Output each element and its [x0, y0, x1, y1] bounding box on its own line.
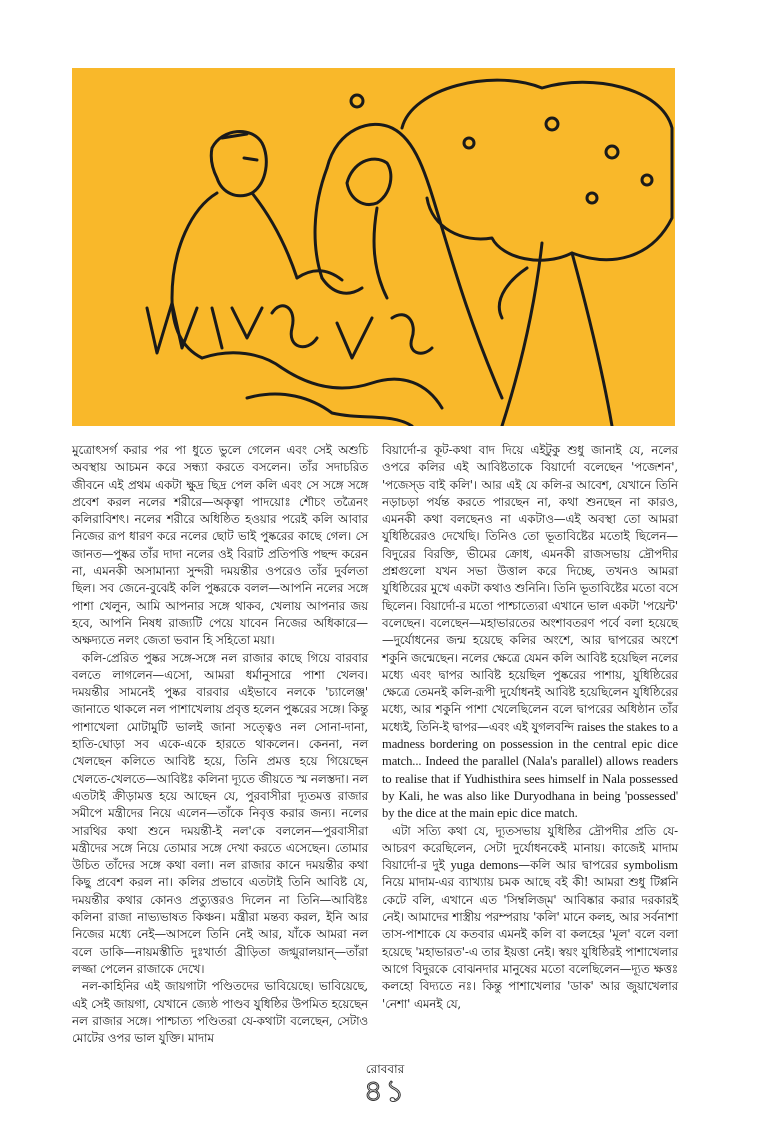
woman-body — [315, 168, 387, 298]
hands — [297, 271, 362, 293]
paragraph — [382, 442, 678, 823]
cloth-fold — [202, 353, 442, 408]
cover-illustration — [72, 68, 675, 426]
english-term: symbolism — [623, 858, 679, 873]
woman-face — [347, 159, 391, 204]
man-hair — [222, 134, 257, 160]
paragraph-text: বিয়ার্দো-র কূট-কথা বাদ দিয়ে এইটুকু শুধু জানাই যে, নলের ওপরে কলির এই আবিষ্টতাকে বিয়ার্দো বলেছেন 'পজেশন', 'পজেস্ড বাই কলি'। আর এই যে কলি-র আবেশ, যেখানে তিনি নড়াচড়া পর্যন্ত করতে পারছেন না, কথা শুনছেন না কারও, এমনকী কথা বলছেনও না একটাও—এই অবস্থা তো আমরা যুধিষ্ঠিরেরও দেখেছি। তিনিও তো ভূতাবিষ্টের মতোই ছিলেন—বিদুরের বিরক্তি, ভীমের ক্রোধ, এমনকী রাজসভায় দ্রৌপদীর প্রশ্নগুলো যখন সভা উত্তাল করে দিচ্ছে, তখনও আমরা যুধিষ্ঠিরের মুখে একটা কথাও শুনিনি। তিনি ভূতাবিষ্টের মতো বসে ছিলেন। বিয়ার্দো-র মতো পাশ্চাত্যেরা এখানে ভাল একটা 'পয়েন্ট' বলেছেন। বলেছেন—মহাভারতের অংশাবতরণ পর্বে বলা হয়েছে—দুর্যোধনের জন্ম হয়েছে কলির অংশে, আর দ্বাপরের অংশে শকুনি জন্মেছেন। নলের ক্ষেত্রে যেমন কলি আবিষ্ট হয়েছিল নলের মধ্যে এবং দ্বাপর আবিষ্ট হয়েছিল পুষ্করের পাশায়, যুধিষ্ঠিরের ক্ষেত্রে তেমনই কলি-রূপী দুর্যোধনই আবিষ্ট হয়েছিলেন যুধিষ্ঠিরের মধ্যে, আর শকুনি পাশা খেলেছিলেন বলে দ্বাপরের অধিষ্ঠান তাঁর মধ্যেই, তিনি-ই দ্বাপর—এবং এই যুগলবন্দি — [382, 443, 678, 734]
paragraph: নল-কাহিনির এই জায়গাটা পণ্ডিতদের ভাবিয়েছে। ভাবিয়েছে, এই সেই জায়গা, যেখানে জ্যেষ্ঠ পাণ্ডব যুধিষ্ঠির উপমিত হয়েছেন নল রাজার সঙ্গে। পাশ্চাত্য পণ্ডিতরা যে-কথাটা বলেছেন, সেটাও মোটের ওপর ভাল যুক্তি। মাদাম — [72, 979, 368, 1046]
magazine-name: রোববার — [365, 1062, 405, 1076]
english-quote: raises the stakes to a madness bordering on possession in the central epic dice match... Indeed the parallel (Nala's parallel) allows readers to realise that if Yudhisthira sees himself in Nala possessed by Kali, he was also like Duryodhana in being 'possessed' by the dice at the main epic dice match. — [382, 719, 679, 821]
fruit-ring — [464, 138, 474, 148]
fruit-ring — [546, 118, 558, 130]
tree-branch — [499, 268, 527, 318]
man-head — [211, 132, 266, 196]
paragraph: মুত্রোৎসর্গ করার পর পা ধুতে ভুলে গেলেন এবং সেই অশুচি অবস্থায় আচমন করে সন্ধ্যা করতে বসলেন। তাঁর সদাচরিত জীবনে এই প্রথম একটা ক্ষুদ্র ছিদ্র পেল কলি এবং সে সঙ্গে সঙ্গে প্রবেশ করল নলের শরীরে—অকৃত্বা পাদয়োঃ শৌচং তত্রৈনং কলিরাবিশৎ। নলের শরীরে অধিষ্ঠিত হওয়ার পরেই কলি আবার নিজের রূপ ধারণ করে নলের ছোট ভাই পুষ্করের কাছে গেল। সে জানত—পুষ্কর তাঁর দাদা নলের ওই বিরাট প্রতিপত্তি পছন্দ করেন না, এমনকী অসামান্যা সুন্দরী দময়ন্তীর ওপরেও তাঁর দুর্বলতা ছিল। সব জেনে-বুঝেই কলি পুষ্করকে বলল—আপনি নলের সঙ্গে পাশা খেলুন, আমি আপনার সঙ্গে থাকব, খেলায় আপনার জয় হবে, আপনি নিষধ রাজ্যটি পেয়ে যাবেন নিজের অধিকারে—অক্ষদ্যতে নলং জেতা ভবান হি সহিতো ময়া। — [72, 443, 368, 648]
left-text-column — [72, 442, 368, 1047]
fruit-ring — [606, 146, 618, 158]
cloth-fold — [247, 394, 412, 426]
man-body — [172, 193, 297, 358]
paragraph — [382, 823, 678, 1013]
tree-trunk — [502, 243, 612, 426]
fruit-ring — [351, 95, 363, 107]
right-text-column — [382, 442, 678, 1013]
fruit-ring — [587, 193, 597, 203]
line-drawing — [72, 68, 675, 426]
paragraph-text: এটা সত্যি কথা যে, দ্যূতসভায় যুধিষ্ঠির দ্রৌপদীর প্রতি যে-আচরণ করেছিলেন, সেটা দুর্যোধনকেই মানায়। কাজেই মাদাম বিয়ার্দো-র দুই — [382, 823, 678, 873]
paragraph-text: —কলি আর দ্বাপরের — [518, 858, 618, 873]
fruit-ring — [642, 175, 652, 185]
english-term: yuga demons — [450, 858, 519, 873]
paragraph: কলি-প্রেরিত পুষ্কর সঙ্গে-সঙ্গে নল রাজার কাছে গিয়ে বারবার বলতে লাগলেন—এসো, আমরা ধর্মানুসারে পাশা খেলব। দময়ন্তীর সামনেই পুষ্কর বারবার এইভাবে নলকে 'চ্যালেঞ্জ' জানাতে থাকলে নল পাশাখেলায় প্রবৃত্ত হলেন পুষ্করের সঙ্গে। কিন্তু পাশাখেলা মোটামুটি ভালই জানা সত্ত্বেও নল সোনা-দানা, হাতি-ঘোড়া সব একে-একে হারতে থাকলেন। কেননা, নল খেলছেন কলিতে আবিষ্ট হয়ে, তিনি প্রমত্ত হয়ে গিয়েছেন খেলতে-খেলতে—আবিষ্টঃ কলিনা দ্যূতে জীয়তে স্ম নলস্তদা। নল এতটাই ক্রীড়ামত্ত হয়ে আছেন যে, পুরবাসীরা দ্যূতমত্ত রাজার সমীপে মন্ত্রীদের নিয়ে এলেন—তাঁকে নিবৃত্ত করার জন্য। নলের সারথির কথা শুনে দময়ন্তী-ই নল'কে বললেন—পুরবাসীরা মন্ত্রীদের সঙ্গে নিয়ে তোমার সঙ্গে দেখা করতে এসেছেন। তোমার উচিত তাঁদের সঙ্গে কথা বলা। নল রাজার কানে দময়ন্তীর কথা কিছু প্রবেশ করল না। কলির প্রভাবে এতটাই তিনি আবিষ্ট যে, দময়ন্তীর কথার কোনও প্রত্যুত্তরও দিলেন না তিনি—আবিষ্টঃ কলিনা রাজা নাভ্যভাষত কিঞ্চন। মন্ত্রীরা মন্তব্য করল, ইনি আর নিজের মধ্যে নেই—আসলে তিনি নেই আর, যাঁকে আমরা নল বলে ডাকি—নায়মস্তীতি দুঃখার্তা ব্রীড়িতা জগ্মুরালয়ান্‌—তাঁরা লজ্জা পেলেন রাজাকে দেখে। — [72, 650, 368, 976]
paragraph-text: নিয়ে মাদাম-এর ব্যাখ্যায় চমক আছে বই কী! আমরা শুধু টিপ্পনি কেটে বলি, এখানে এত 'সিম্বলিজ্‌ম' আবিষ্কার করার দরকারই নেই। আমাদের শাস্ত্রীয় পরম্পরায় 'কলি' মানে কলহ, আর সর্বনাশা তাস-পাশাকে যে কতবার এমনই কলি বা কলহের 'মূল' বলে বলা হয়েছে 'মহাভারত'-এ তার ইয়ত্তা নেই। স্বয়ং যুধিষ্ঠিরই পাশাখেলার আগে বিদুরকে বোঝনদার মানুষের মতো বলেছিলেন—দ্যূত ক্ষত্তঃ কলহো বিদ্যতে নঃ। কিন্তু পাশাখেলার 'ডাক' আর জুয়াখেলার 'নেশা' এমনই যে, — [382, 875, 678, 1011]
page-number: ৪১ — [363, 1074, 407, 1109]
